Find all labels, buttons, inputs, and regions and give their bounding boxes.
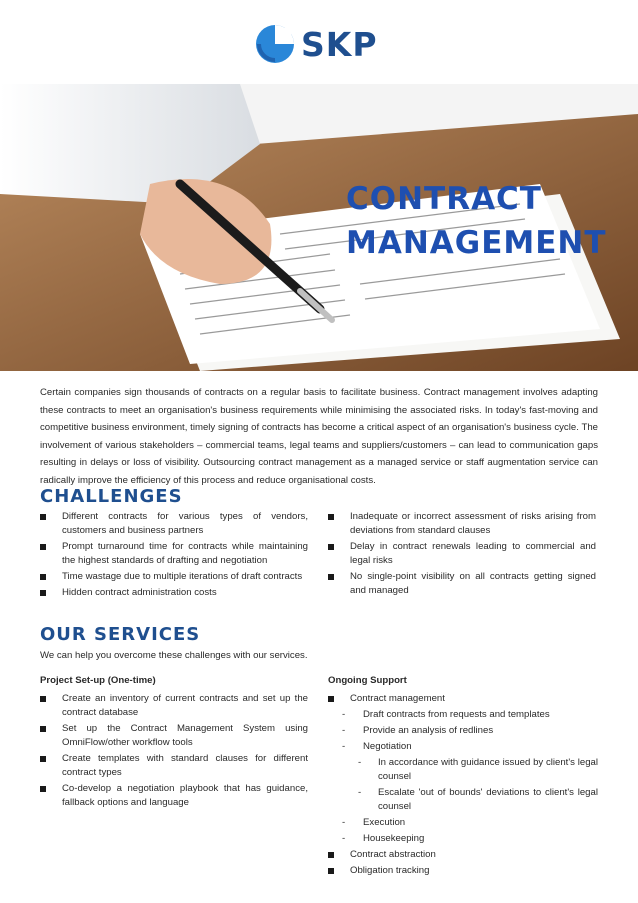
sub-list-item: - Housekeeping: [326, 832, 598, 846]
ongoing-support-heading: Ongoing Support: [328, 675, 407, 686]
list-item: Inadequate or incorrect assessment of risks arising from deviations from standard clauses: [326, 510, 596, 538]
challenges-left-list: [38, 510, 308, 602]
list-item: Hidden contract administration costs: [38, 586, 308, 600]
list-item: Different contracts for various types of vendors, customers and business partners: [38, 510, 308, 538]
project-setup-heading: Project Set-up (One-time): [40, 675, 156, 686]
list-item: Prompt turnaround time for contracts while maintaining the highest standards of drafting and negotiation: [38, 540, 308, 568]
services-intro: We can help you overcome these challenges with our services.: [40, 650, 308, 661]
list-item: No single-point visibility on all contracts getting signed and managed: [326, 570, 596, 598]
list-item: Create templates with standard clauses for different contract types: [38, 752, 308, 780]
list-item: Delay in contract renewals leading to commercial and legal risks: [326, 540, 596, 568]
hero-title: [346, 177, 607, 265]
services-left-column: [38, 674, 308, 812]
sub-list-item: - Provide an analysis of redlines: [326, 724, 598, 738]
sub-sub-list-item: - In accordance with guidance issued by client's legal counsel: [326, 756, 598, 784]
list-item: Create an inventory of current contracts and set up the contract database: [38, 692, 308, 720]
services-right-column: [326, 674, 598, 880]
brand-logo: [255, 22, 378, 66]
hero-title-line2: MANAGEMENT: [346, 225, 607, 261]
sub-sub-list-item: - Escalate 'out of bounds' deviations to client's legal counsel: [326, 786, 598, 814]
hero-title-line1: CONTRACT: [346, 181, 542, 217]
sub-list-item: - Execution: [326, 816, 598, 830]
list-item: Contract abstraction: [326, 848, 598, 862]
list-item: Obligation tracking: [326, 864, 598, 878]
sub-list-item: - Draft contracts from requests and templates: [326, 708, 598, 722]
list-item: Time wastage due to multiple iterations of draft contracts: [38, 570, 308, 584]
challenges-title: CHALLENGES: [40, 486, 183, 507]
skp-logo-icon: [255, 24, 295, 64]
list-item: Set up the Contract Management System using OmniFlow/other workflow tools: [38, 722, 308, 750]
challenges-right-list: [326, 510, 596, 600]
sub-list-item: - Negotiation: [326, 740, 598, 754]
hero-image: [0, 84, 638, 371]
services-title: OUR SERVICES: [40, 624, 201, 645]
brand-name: SKP: [301, 24, 378, 64]
list-item: Contract management: [326, 692, 598, 706]
list-item: Co-develop a negotiation playbook that has guidance, fallback options and language: [38, 782, 308, 810]
intro-paragraph: Certain companies sign thousands of contracts on a regular basis to facilitate business. Contract management involves adapting these contracts to meet an organisation's business requirements while minimising the associated risks. In today's fast-moving and competitive business environment, timely signing of contracts has become a critical aspect of an organisation's business cycle. The involvement of various stakeholders – commercial teams, legal teams and suppliers/customers – can lead to communication gaps resulting in delays or loss of visibility. Outsourcing contract management as a managed service or staff augmentation service can radically improve the efficiency of this process and reduce organisational costs.: [40, 387, 598, 486]
